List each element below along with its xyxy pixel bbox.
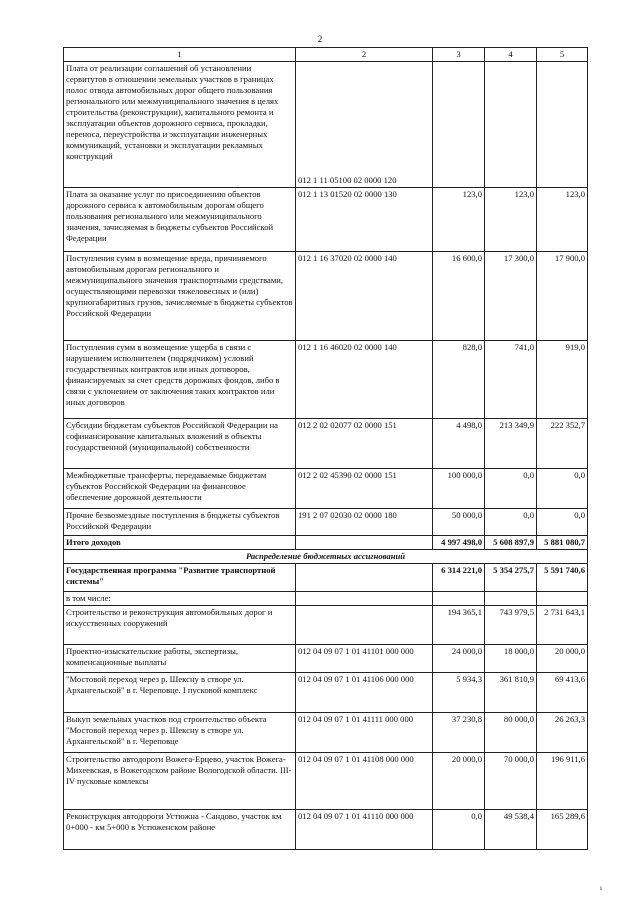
program-name: Государственная программа "Развитие транспортной системы" bbox=[64, 564, 296, 592]
row-value-col5: 0,0 bbox=[537, 509, 588, 536]
total-income-col4: 5 608 897,9 bbox=[485, 536, 537, 550]
row-code: 012 2 02 45390 02 0000 151 bbox=[296, 469, 433, 509]
section-title: Распределение бюджетных ассигнований bbox=[64, 550, 588, 564]
row-value-col4: 361 810,9 bbox=[485, 673, 537, 713]
row-code: 012 2 02 02077 02 0000 151 bbox=[296, 419, 433, 469]
table-row bbox=[64, 469, 588, 509]
table-row bbox=[64, 673, 588, 713]
row-value-col5: 0,0 bbox=[537, 469, 588, 509]
table-row bbox=[64, 645, 588, 673]
including-row bbox=[64, 592, 588, 606]
construction-name: Строительство и реконструкция автомобильных дорог и искусственных сооружений bbox=[64, 606, 296, 645]
row-code: 012 04 09 07 1 01 41111 000 000 bbox=[296, 713, 433, 753]
total-income-row bbox=[64, 536, 588, 550]
row-value-col5: 26 263,3 bbox=[537, 713, 588, 753]
header-col-5: 5 bbox=[537, 48, 588, 62]
table-header-row bbox=[64, 48, 588, 62]
row-value-col5: 17 900,0 bbox=[537, 252, 588, 341]
empty-cell bbox=[296, 592, 433, 606]
construction-row bbox=[64, 606, 588, 645]
row-code: 012 1 13 01520 02 0000 130 bbox=[296, 188, 433, 252]
row-name: Поступления сумм в возмещение вреда, причиняемого автомобильным дорогам регионального и межмуниципального значения транспортными средствами, осуществляющими перевозки тяжеловесных и (или) крупногабаритных грузов, зачисляемые в бюджеты субъектов Российской Федерации bbox=[64, 252, 296, 341]
row-value-col5: 123,0 bbox=[537, 188, 588, 252]
table-row bbox=[64, 341, 588, 419]
row-value-col3: 5 934,3 bbox=[433, 673, 485, 713]
construction-col3: 194 365,1 bbox=[433, 606, 485, 645]
row-name: Прочие безвозмездные поступления в бюджеты субъектов Российской Федерации bbox=[64, 509, 296, 536]
row-value-col3: 20 000,0 bbox=[433, 753, 485, 810]
row-value-col4: 80 000,0 bbox=[485, 713, 537, 753]
row-value-col5: 20 000,0 bbox=[537, 645, 588, 673]
total-income-col3: 4 997 498,0 bbox=[433, 536, 485, 550]
row-value-col5: 69 413,6 bbox=[537, 673, 588, 713]
corner-mark: ı bbox=[600, 884, 602, 892]
program-col3: 6 314 221,0 bbox=[433, 564, 485, 592]
table-row bbox=[64, 188, 588, 252]
page-number: 2 bbox=[317, 34, 323, 44]
row-value-col5: 165 289,6 bbox=[537, 810, 588, 850]
including-label: в том числе: bbox=[64, 592, 296, 606]
row-value-col3: 828,0 bbox=[433, 341, 485, 419]
empty-cell bbox=[296, 606, 433, 645]
row-name: Поступления сумм в возмещение ущерба в связи с нарушением исполнителем (подрядчиком) условий государственных контрактов или иных договоров, финансируемых за счет средств дорожных фондов, либо в связи с уклонением от заключения таких контрактов или иных договоров bbox=[64, 341, 296, 419]
row-code: 012 04 09 07 1 01 41101 000 000 bbox=[296, 645, 433, 673]
row-name: Субсидии бюджетам субъектов Российской Федерации на софинансирование капитальных вложений в объекты государственной (муниципальной) собственности bbox=[64, 419, 296, 469]
header-col-3: 3 bbox=[433, 48, 485, 62]
row-name: Межбюджетные трансферты, передаваемые бюджетам субъектов Российской Федерации на финансовое обеспечение дорожной деятельности bbox=[64, 469, 296, 509]
empty-cell bbox=[485, 592, 537, 606]
total-income-col5: 5 881 080,7 bbox=[537, 536, 588, 550]
row-value-col4: 70 000,0 bbox=[485, 753, 537, 810]
program-col5: 5 591 740,6 bbox=[537, 564, 588, 592]
row-name: Плата от реализации соглашений об установлении сервитутов в отношении земельных участков в границах полос отвода автомобильных дорог общего пользования регионального или межмуниципального значения в целях строительства (реконструкции), капитального ремонта и эксплуатации объектов дорожного сервиса, прокладки, переноса, переустройства и эксплуатации инженерных коммуникаций, установки и эксплуатации рекламных конструкций bbox=[64, 62, 296, 188]
total-income-label: Итого доходов bbox=[64, 536, 296, 550]
row-name: Строительство автодороги Вожега-Ерцево, участок Вожега-Михеевская, в Вожегодском районе Вологодской области. III-IV пусковые комлексы bbox=[64, 753, 296, 810]
section-header-row bbox=[64, 550, 588, 564]
row-value-col3 bbox=[433, 62, 485, 188]
row-code: 191 2 07 02030 02 0000 180 bbox=[296, 509, 433, 536]
row-value-col4 bbox=[485, 62, 537, 188]
header-col-1: 1 bbox=[64, 48, 296, 62]
row-code: 012 1 16 46020 02 0000 140 bbox=[296, 341, 433, 419]
row-value-col5: 919,0 bbox=[537, 341, 588, 419]
row-name: Выкуп земельных участков под строительство объекта "Мостовой переход через р. Шексну в створе ул. Архангельской" в г. Череповце bbox=[64, 713, 296, 753]
row-value-col4: 17 300,0 bbox=[485, 252, 537, 341]
row-value-col4: 213 349,9 bbox=[485, 419, 537, 469]
table-row bbox=[64, 419, 588, 469]
row-value-col4: 0,0 bbox=[485, 509, 537, 536]
budget-table bbox=[63, 47, 588, 850]
row-name: Плата за оказание услуг по присоединению объектов дорожного сервиса к автомобильным дорогам общего пользования регионального или межмуниципального значения, зачисляемая в бюджеты субъектов Российской Федерации bbox=[64, 188, 296, 252]
row-code: 012 04 09 07 1 01 41110 000 000 bbox=[296, 810, 433, 850]
row-value-col4: 123,0 bbox=[485, 188, 537, 252]
table-row bbox=[64, 753, 588, 810]
row-value-col5: 196 911,6 bbox=[537, 753, 588, 810]
row-value-col4: 49 538,4 bbox=[485, 810, 537, 850]
row-name: Проектно-изыскательские работы, экспертизы, компенсационные выплаты bbox=[64, 645, 296, 673]
table-row bbox=[64, 509, 588, 536]
row-value-col5: 222 352,7 bbox=[537, 419, 588, 469]
table-row bbox=[64, 62, 588, 188]
program-row bbox=[64, 564, 588, 592]
row-value-col3: 16 600,0 bbox=[433, 252, 485, 341]
table-row bbox=[64, 810, 588, 850]
total-income-code bbox=[296, 536, 433, 550]
table-row bbox=[64, 713, 588, 753]
row-value-col3: 50 000,0 bbox=[433, 509, 485, 536]
row-value-col4: 0,0 bbox=[485, 469, 537, 509]
row-value-col3: 123,0 bbox=[433, 188, 485, 252]
row-code: 012 1 16 37020 02 0000 140 bbox=[296, 252, 433, 341]
row-name: "Мостовой переход через р. Шексну в створе ул. Архангельской" в г. Череповце. I пусковой комплекс bbox=[64, 673, 296, 713]
row-value-col5 bbox=[537, 62, 588, 188]
program-col4: 5 354 275,7 bbox=[485, 564, 537, 592]
header-col-4: 4 bbox=[485, 48, 537, 62]
row-value-col3: 37 230,8 bbox=[433, 713, 485, 753]
empty-cell bbox=[537, 592, 588, 606]
row-name: Реконструкция автодороги Устюжна - Сандово, участок км 0+000 - км 5+000 в Устюженском районе bbox=[64, 810, 296, 850]
table-row bbox=[64, 252, 588, 341]
construction-col4: 743 979,5 bbox=[485, 606, 537, 645]
row-value-col3: 4 498,0 bbox=[433, 419, 485, 469]
row-value-col3: 0,0 bbox=[433, 810, 485, 850]
row-value-col3: 24 000,0 bbox=[433, 645, 485, 673]
row-value-col4: 18 000,0 bbox=[485, 645, 537, 673]
row-value-col3: 100 000,0 bbox=[433, 469, 485, 509]
row-value-col4: 741,0 bbox=[485, 341, 537, 419]
row-code: 012 1 11 05100 02 0000 120 bbox=[296, 62, 433, 188]
row-code: 012 04 09 07 1 01 41108 000 000 bbox=[296, 753, 433, 810]
row-code: 012 04 09 07 1 01 41106 000 000 bbox=[296, 673, 433, 713]
program-code bbox=[296, 564, 433, 592]
construction-col5: 2 731 643,1 bbox=[537, 606, 588, 645]
empty-cell bbox=[433, 592, 485, 606]
header-col-2: 2 bbox=[296, 48, 433, 62]
